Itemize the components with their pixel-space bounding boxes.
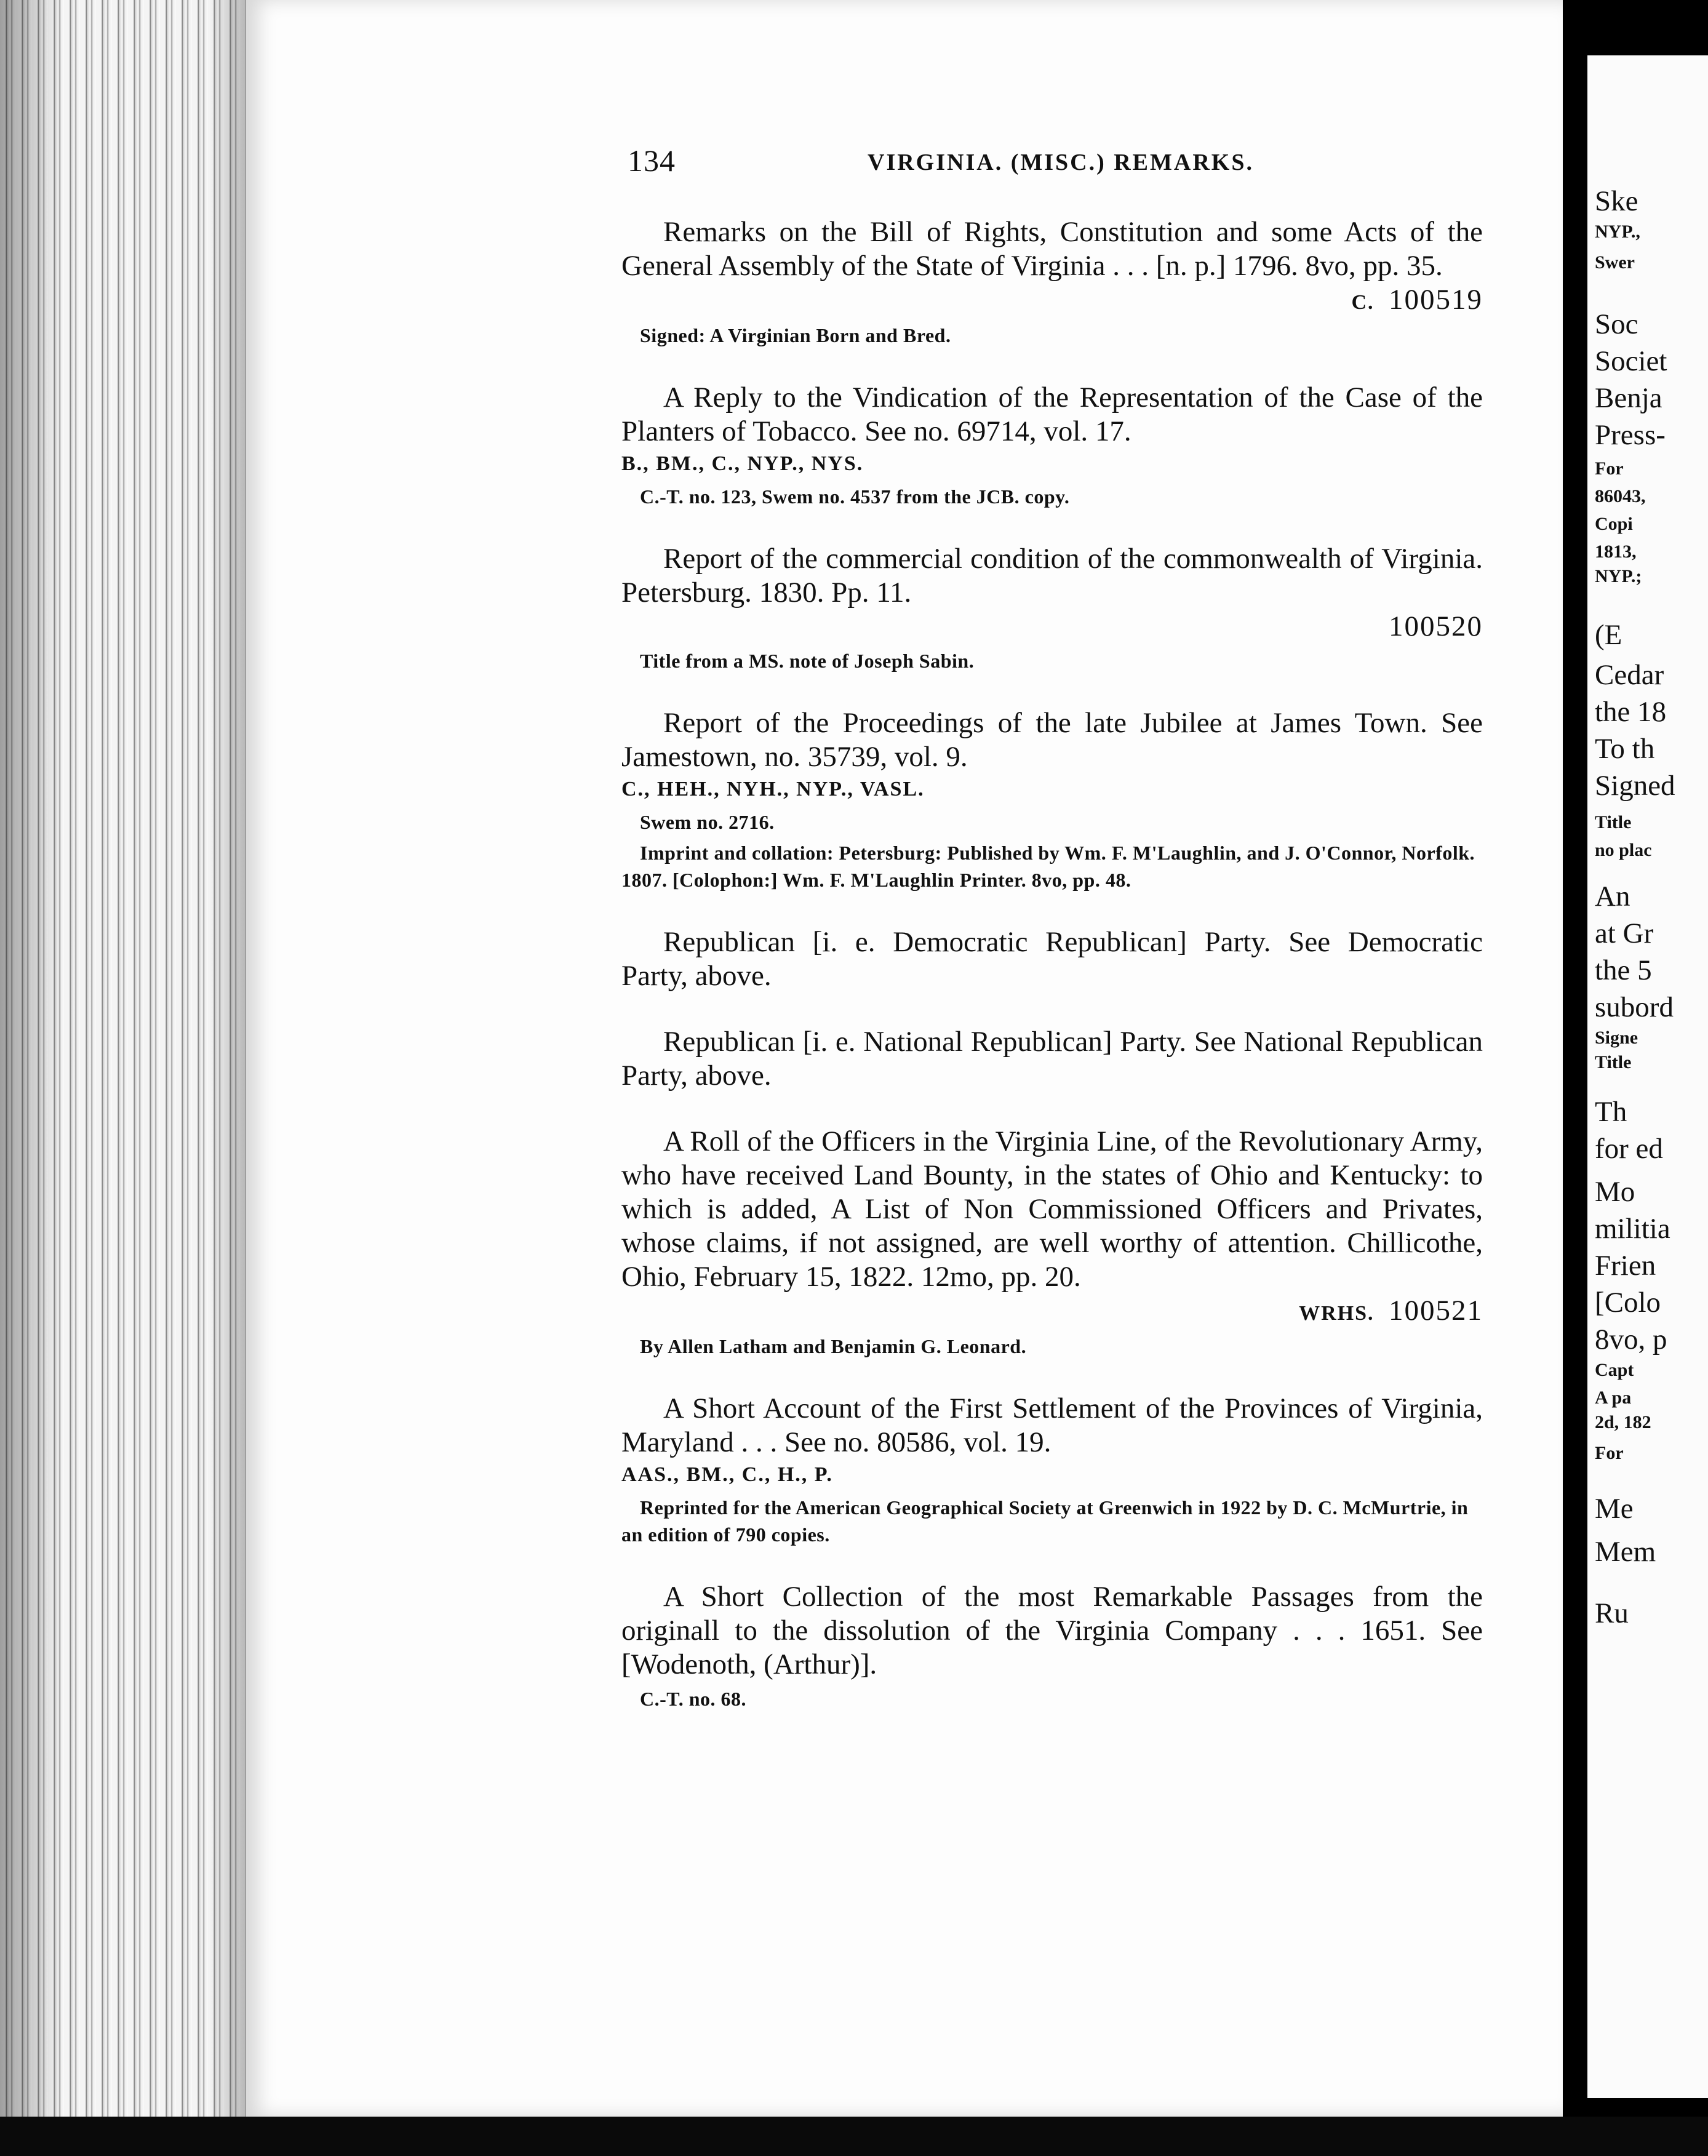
entry	[621, 1580, 1483, 1712]
entry-note: Signed: A Virginian Born and Bred.	[640, 324, 951, 346]
entry-note: Reprinted for the American Geographical Society at Greenwich in 1922 by D. C. McMurtrie, in an edition of 790 copies.	[621, 1496, 1469, 1546]
entry-text: A Short Account of the First Settlement of the Provinces of Virginia, Maryland . . . See no. 80586, vol. 19.	[621, 1392, 1483, 1458]
entry	[621, 381, 1483, 510]
facing-page	[1587, 55, 1708, 2098]
entry-text: Report of the Proceedings of the late Jubilee at James Town. See Jamestown, no. 35739, vol. 9.	[621, 707, 1483, 773]
entry-note: By Allen Latham and Benjamin G. Leonard.	[640, 1335, 1027, 1357]
entry	[621, 925, 1483, 993]
facing-page-fragment: Cedar	[1595, 659, 1664, 691]
facing-page-fragment: Mo	[1595, 1176, 1635, 1208]
facing-page-fragment: subord	[1595, 991, 1674, 1023]
facing-page-fragment: the 5	[1595, 954, 1652, 986]
facing-page-fragment: Frien	[1595, 1250, 1656, 1282]
entry	[621, 1125, 1483, 1360]
facing-page-fragment: Copi	[1595, 514, 1633, 534]
entry-number: 100521	[1389, 1295, 1483, 1327]
entry	[621, 215, 1483, 349]
entry-note: Swem no. 2716.	[640, 811, 775, 833]
entry-note: Title from a MS. note of Joseph Sabin.	[640, 650, 975, 672]
facing-page-fragment: 8vo, p	[1595, 1324, 1667, 1355]
entry-locations: WRHS.	[1299, 1302, 1375, 1325]
entry-reference-line	[621, 283, 1483, 318]
facing-page-fragment: 2d, 182	[1595, 1412, 1651, 1432]
entry	[621, 542, 1483, 674]
facing-page-fragment: A pa	[1595, 1387, 1632, 1408]
facing-page-fragment: for ed	[1595, 1133, 1663, 1165]
facing-page-fragment: 86043,	[1595, 486, 1646, 506]
facing-page-fragment: Soc	[1595, 308, 1638, 340]
facing-page-fragment: Signed	[1595, 770, 1675, 802]
facing-page-fragment: (E	[1595, 619, 1622, 651]
facing-page-fragment: Ske	[1595, 185, 1638, 217]
entry-note: C.-T. no. 123, Swem no. 4537 from the JCB. copy.	[640, 485, 1070, 508]
entry-locations: AAS., BM., C., H., P.	[621, 1463, 833, 1486]
entry-text: Republican [i. e. Democratic Republican] Party. See Democratic Party, above.	[621, 926, 1483, 992]
stacked-page-edges	[0, 0, 246, 2156]
book-gutter	[1563, 0, 1587, 2156]
facing-page-fragment: Th	[1595, 1096, 1627, 1128]
facing-page-fragment: Signe	[1595, 1028, 1638, 1048]
facing-page-fragment: militia	[1595, 1213, 1670, 1245]
facing-page-fragment: 1813,	[1595, 541, 1637, 562]
entry-number: 100519	[1389, 284, 1483, 316]
entry-note: C.-T. no. 68.	[640, 1688, 747, 1710]
facing-page-fragment: For	[1595, 1443, 1624, 1463]
bibliography-entries	[621, 215, 1483, 1744]
running-head	[628, 143, 1477, 186]
entry-text: Report of the commercial condition of the commonwealth of Virginia. Petersburg. 1830. Pp. 11.	[621, 543, 1483, 609]
facing-page-fragment: Societ	[1595, 345, 1667, 377]
facing-page-fragment: no plac	[1595, 840, 1652, 860]
entry-locations: B., BM., C., NYP., NYS.	[621, 452, 864, 475]
entry-locations: C.	[1351, 291, 1375, 314]
entry-text: Remarks on the Bill of Rights, Constitution and some Acts of the General Assembly of the State of Virginia . . . [n. p.] 1796. 8vo, pp. 35.	[621, 216, 1483, 282]
entry	[621, 1025, 1483, 1093]
entry-reference-line	[621, 1294, 1483, 1329]
facing-page-fragment: [Colo	[1595, 1287, 1661, 1319]
entry-number: 100520	[1389, 610, 1483, 642]
facing-page-fragment: NYP.,	[1595, 222, 1640, 242]
entry	[621, 1392, 1483, 1548]
entry-text: A Reply to the Vindication of the Representation of the Case of the Planters of Tobacco. See no. 69714, vol. 17.	[621, 381, 1483, 447]
facing-page-fragment: Title	[1595, 1052, 1632, 1072]
entry-text: Republican [i. e. National Republican] Party. See National Republican Party, above.	[621, 1026, 1483, 1092]
page-heading: VIRGINIA. (MISC.) REMARKS.	[868, 150, 1254, 175]
facing-page-fragment: Swer	[1595, 252, 1635, 273]
facing-page-fragment: Ru	[1595, 1597, 1629, 1629]
entry	[621, 706, 1483, 893]
entry-locations: C., HEH., NYH., NYP., VASL.	[621, 778, 925, 801]
facing-page-fragment: Mem	[1595, 1536, 1656, 1568]
entry-text: A Short Collection of the most Remarkable Passages from the originall to the dissolution of the Virginia Company . . . 1651. See [Wodenoth, (Arthur)].	[621, 1581, 1483, 1680]
scan-border	[0, 2117, 1708, 2156]
facing-page-fragment: Press-	[1595, 419, 1666, 451]
entry-note: Imprint and collation: Petersburg: Published by Wm. F. M'Laughlin, and J. O'Connor, Norfolk. 1807. [Colophon:] Wm. F. M'Laughlin Printer. 8vo, pp. 48.	[621, 842, 1475, 891]
facing-page-fragment: NYP.;	[1595, 566, 1642, 586]
facing-page-fragment: Capt	[1595, 1360, 1634, 1380]
entry-text: A Roll of the Officers in the Virginia Line, of the Revolutionary Army, who have received Land Bounty, in the states of Ohio and Kentucky: to which is added, A List of Non Commissioned Officers and Privates, whose claims, if not assigned, are well worthy of attention. Chillicothe, Ohio, February 15, 1822. 12mo, pp. 20.	[621, 1125, 1483, 1293]
facing-page-fragment: Me	[1595, 1493, 1634, 1525]
facing-page-fragment: Title	[1595, 812, 1632, 832]
facing-page-fragment: Benja	[1595, 382, 1662, 414]
facing-page-fragment: at Gr	[1595, 917, 1654, 949]
facing-page-fragment: the 18	[1595, 696, 1667, 728]
entry-reference-line	[621, 610, 1483, 644]
facing-page-fragment: An	[1595, 880, 1630, 912]
facing-page-fragment: To th	[1595, 733, 1655, 765]
page-number: 134	[628, 143, 676, 178]
facing-page-fragment: For	[1595, 458, 1624, 479]
